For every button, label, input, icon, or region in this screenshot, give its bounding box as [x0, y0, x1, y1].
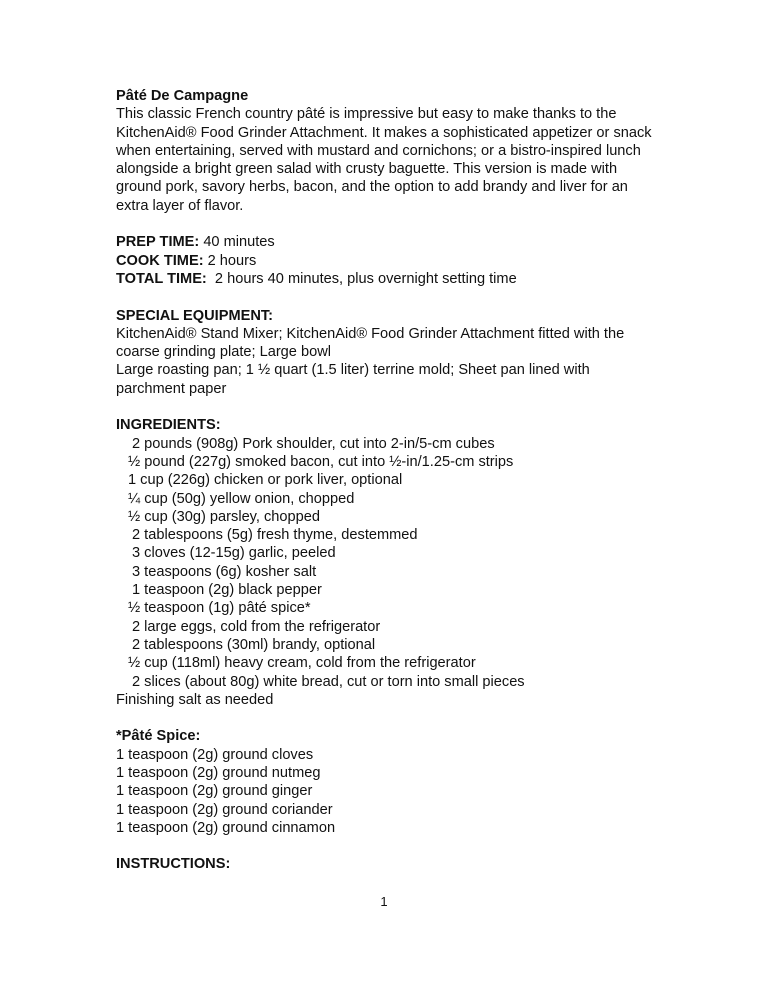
page-number: 1: [380, 894, 388, 909]
cook-time-value: 2 hours: [203, 252, 257, 269]
ingredient-item: ½ pound (227g) smoked bacon, cut into ½-in/1.25-cm strips: [128, 453, 514, 470]
instructions-heading: INSTRUCTIONS:: [116, 856, 231, 873]
total-time-value: 2 hours 40 minutes, plus overnight setting time: [206, 270, 517, 287]
ingredient-item: 2 tablespoons (30ml) brandy, optional: [132, 636, 376, 653]
ingredient-item: 1 teaspoon (2g) black pepper: [132, 582, 322, 599]
ingredient-item: 2 slices (about 80g) white bread, cut or torn into small pieces: [132, 673, 525, 690]
finishing-salt: Finishing salt as needed: [116, 691, 274, 708]
spice-list: [116, 746, 661, 837]
equipment-line: KitchenAid® Stand Mixer; KitchenAid® Food Grinder Attachment fitted with the coarse grinding plate; Large bowl: [116, 325, 625, 361]
ingredients-heading: INGREDIENTS:: [116, 417, 221, 434]
spice-item: 1 teaspoon (2g) ground ginger: [116, 783, 313, 800]
total-time: [116, 270, 661, 288]
spice-item: 1 teaspoon (2g) ground cinnamon: [116, 819, 336, 836]
equipment-line: Large roasting pan; 1 ½ quart (1.5 liter) terrine mold; Sheet pan lined with parchment paper: [116, 362, 590, 397]
spice-item: 1 teaspoon (2g) ground coriander: [116, 801, 333, 818]
recipe-page: [116, 87, 661, 874]
spice-heading: *Pâté Spice:: [116, 728, 201, 745]
ingredient-item: ¼ cup (50g) yellow onion, chopped: [128, 490, 355, 507]
ingredients-list: [116, 435, 661, 691]
total-time-label: TOTAL TIME:: [116, 270, 207, 287]
ingredient-item: 2 large eggs, cold from the refrigerator: [132, 618, 381, 635]
prep-time-value: 40 minutes: [199, 234, 275, 251]
spice-item: 1 teaspoon (2g) ground nutmeg: [116, 764, 321, 781]
cook-time: [116, 252, 661, 270]
ingredient-item: 1 cup (226g) chicken or pork liver, optional: [128, 472, 403, 489]
prep-time-label: PREP TIME:: [116, 234, 200, 251]
ingredient-item: ½ cup (30g) parsley, chopped: [128, 508, 320, 525]
equipment-heading: SPECIAL EQUIPMENT:: [116, 307, 274, 324]
cook-time-label: COOK TIME:: [116, 252, 204, 269]
ingredient-item: ½ teaspoon (1g) pâté spice*: [128, 600, 311, 617]
prep-time: [116, 233, 661, 251]
recipe-intro: This classic French country pâté is impressive but easy to make thanks to the KitchenAid® Food Grinder Attachment. It makes a sophisticated appetizer or snack when entertaining, served with mustard and cornichons; or a bistro-inspired lunch alongside a bright green salad with crusty baguette. This version is made with ground pork, savory herbs, bacon, and the option to add brandy and liver for an extra layer of flavor.: [116, 106, 652, 214]
ingredient-item: 3 cloves (12-15g) garlic, peeled: [132, 545, 336, 562]
ingredient-item: ½ cup (118ml) heavy cream, cold from the refrigerator: [128, 655, 476, 672]
ingredient-item: 2 pounds (908g) Pork shoulder, cut into 2-in/5-cm cubes: [132, 435, 495, 452]
spice-item: 1 teaspoon (2g) ground cloves: [116, 746, 314, 763]
ingredient-item: 3 teaspoons (6g) kosher salt: [132, 563, 317, 580]
recipe-title: Pâté De Campagne: [116, 88, 249, 104]
ingredient-item: 2 tablespoons (5g) fresh thyme, destemmed: [132, 527, 418, 544]
